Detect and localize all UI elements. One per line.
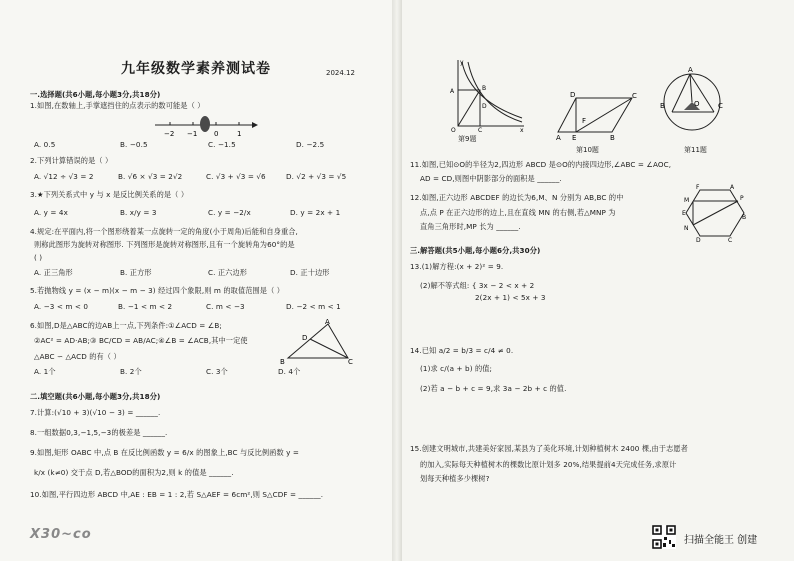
q5-option-a: A. −3 < m < 0 bbox=[34, 302, 89, 311]
figure-11-caption: 第11题 bbox=[684, 146, 707, 154]
question-6-line-3: △ABC ∽ △ACD 的有（ ） bbox=[34, 352, 121, 361]
q2-option-b: B. √6 × √3 = 2√2 bbox=[118, 172, 183, 181]
section-3-heading: 三.解答题(共5小题,每小题6分,共30分) bbox=[410, 246, 541, 255]
q1-option-b: B. −0.5 bbox=[120, 140, 148, 149]
question-14-line-2: (1)求 c/(a + b) 的值; bbox=[420, 364, 493, 373]
figure-label: C bbox=[728, 237, 733, 242]
question-14-line-3: (2)若 a − b + c = 9,求 3a − 2b + c 的值. bbox=[420, 384, 567, 393]
vertex-label: B bbox=[280, 358, 285, 366]
figure-label: M bbox=[684, 197, 690, 204]
q4-option-c: C. 正六边形 bbox=[208, 268, 248, 277]
q6-option-a: A. 1个 bbox=[34, 367, 56, 376]
figure-label: D bbox=[570, 91, 576, 99]
page-fold bbox=[392, 0, 402, 561]
q1-option-a: A. 0.5 bbox=[34, 140, 56, 149]
figure-label: P bbox=[740, 195, 744, 202]
axis-tick-label: 0 bbox=[214, 130, 219, 138]
figure-label: y bbox=[460, 59, 464, 66]
question-4-line-2: 则称此图形为旋转对称图形. 下列图形是旋转对称图形,且有一个旋转角为60°的是 bbox=[34, 240, 295, 249]
q6-option-c: C. 3个 bbox=[206, 367, 228, 376]
question-13-line-3: 2(2x + 1) < 5x + 3 bbox=[475, 293, 546, 302]
exam-title: 九年级数学素养测试卷 bbox=[121, 61, 271, 77]
question-15-line-2: 的加入,实际每天种植树木的棵数比原计划多 20%,结果提前4天完成任务,求原计 bbox=[420, 460, 677, 469]
axis-tick-label: −2 bbox=[164, 130, 175, 138]
q3-option-d: D. y = 2x + 1 bbox=[290, 208, 341, 217]
vertex-label: C bbox=[348, 358, 353, 366]
question-5: 5.若抛物线 y = (x − m)(x − m − 3) 经过四个象限,则 m 的取值范围是（ ） bbox=[30, 286, 285, 295]
figure-label: O bbox=[451, 127, 456, 132]
question-7: 7.计算:(√10 + 3)(√10 − 3) = ______. bbox=[30, 408, 161, 417]
figure-label: B bbox=[610, 134, 615, 142]
figure-label: C bbox=[632, 92, 637, 100]
question-13-line-1: 13.(1)解方程:(x + 2)² = 9. bbox=[410, 262, 504, 271]
figure-label: B bbox=[482, 85, 487, 92]
question-13-line-2: (2)解不等式组: { 3x − 2 < x + 2 bbox=[420, 281, 535, 290]
figure-label: O bbox=[694, 100, 700, 108]
section-1-heading: 一.选择题(共6小题,每小题3分,共18分) bbox=[30, 90, 161, 99]
figure-label: F bbox=[696, 184, 700, 191]
figure-label: E bbox=[682, 210, 686, 217]
q3-option-a: A. y = 4x bbox=[34, 208, 68, 217]
section-2-heading: 二.填空题(共6小题,每小题3分,共18分) bbox=[30, 392, 161, 401]
q1-option-c: C. −1.5 bbox=[208, 140, 236, 149]
question-4-line-3: ( ) bbox=[34, 253, 43, 262]
figure-9 bbox=[448, 56, 528, 132]
q1-option-d: D. −2.5 bbox=[296, 140, 325, 149]
figure-label: F bbox=[582, 117, 587, 125]
figure-label: A bbox=[450, 88, 455, 95]
vertex-label: A bbox=[325, 318, 330, 326]
q4-option-a: A. 正三角形 bbox=[34, 268, 73, 277]
axis-tick-label: −1 bbox=[187, 130, 198, 138]
palm-hand-icon bbox=[200, 116, 210, 132]
figure-11 bbox=[660, 64, 726, 138]
figure-label: A bbox=[556, 134, 561, 142]
q4-option-d: D. 正十边形 bbox=[290, 268, 330, 277]
figure-9-caption: 第9题 bbox=[458, 135, 477, 143]
question-6-line-2: ②AC² = AD·AB;③ BC/CD = AB/AC;④∠B = ∠ACB,其中一定使 bbox=[34, 336, 248, 345]
q2-option-d: D. √2 + √3 = √5 bbox=[286, 172, 347, 181]
q3-option-b: B. x/y = 3 bbox=[120, 208, 157, 217]
question-3: 3.★下列关系式中 y 与 x 是反比例关系的是（ ） bbox=[30, 190, 189, 199]
question-12-line-3: 直角三角形时,MP 长为 ______. bbox=[420, 222, 521, 231]
scanner-credit: 扫描全能王 创建 bbox=[684, 535, 758, 546]
question-9-line-2: k/x (k≠0) 交于点 D,若△BOD的面积为2,则 k 的值是 ______. bbox=[34, 468, 234, 477]
figure-label: C bbox=[718, 102, 723, 110]
q2-option-c: C. √3 + √3 = √6 bbox=[206, 172, 266, 181]
question-6-line-1: 6.如图,D是△ABC的边AB上一点,下列条件:①∠ACD = ∠B; bbox=[30, 321, 222, 330]
figure-label: D bbox=[482, 103, 487, 110]
q2-option-a: A. √12 ÷ √3 = 2 bbox=[34, 172, 94, 181]
figure-label: N bbox=[684, 225, 689, 232]
axis-tick-label: 1 bbox=[237, 130, 242, 138]
q6-option-b: B. 2个 bbox=[120, 367, 142, 376]
figure-10 bbox=[556, 90, 642, 142]
question-12-line-2: 点,点 P 在正六边形的边上,且在直线 MN 的右侧,若△MNP 为 bbox=[420, 208, 616, 217]
triangle-figure-q6 bbox=[280, 318, 356, 366]
q5-option-d: D. −2 < m < 1 bbox=[286, 302, 341, 311]
question-12-line-1: 12.如图,正六边形 ABCDEF 的边长为6,M、N 分别为 AB,BC 的中 bbox=[410, 193, 624, 202]
figure-label: D bbox=[696, 237, 701, 242]
qr-code-icon bbox=[652, 525, 676, 549]
question-14-line-1: 14.已知 a/2 = b/3 = c/4 ≠ 0. bbox=[410, 346, 514, 355]
vertex-label: D bbox=[302, 334, 308, 342]
question-9-line-1: 9.如图,矩形 OABC 中,点 B 在反比例函数 y = 6/x 的图象上,BC 与反比例函数 y = bbox=[30, 448, 299, 457]
figure-label: A bbox=[688, 66, 693, 74]
question-1: 1.如图,在数轴上,手掌遮挡住的点表示的数可能是（ ） bbox=[30, 101, 205, 110]
figure-label: A bbox=[730, 184, 735, 191]
figure-label: B bbox=[742, 214, 747, 221]
number-line-figure bbox=[150, 112, 260, 140]
q5-option-c: C. m < −3 bbox=[206, 302, 245, 311]
question-8: 8.一组数据0,3,−1,5,−3的极差是 ______. bbox=[30, 428, 168, 437]
question-2: 2.下列计算错误的是（ ） bbox=[30, 156, 113, 165]
question-11-line-2: AD = CD,则图中阴影部分的面积是 ______. bbox=[420, 174, 562, 183]
q5-option-b: B. −1 < m < 2 bbox=[118, 302, 173, 311]
figure-10-caption: 第10题 bbox=[576, 146, 599, 154]
figure-label: C bbox=[478, 127, 483, 132]
watermark-logo: X30~co bbox=[30, 527, 92, 542]
hexagon-figure-q12 bbox=[682, 184, 748, 242]
question-10: 10.如图,平行四边形 ABCD 中,AE : EB = 1 : 2,若 S△AEF = 6cm²,则 S△CDF = ______. bbox=[30, 490, 324, 499]
question-4-line-1: 4.规定:在平面内,将一个图形绕着某一点旋转一定的角度(小于周角)后能和自身重合, bbox=[30, 227, 298, 236]
figure-label: B bbox=[660, 102, 665, 110]
figure-label: E bbox=[572, 134, 577, 142]
question-11-line-1: 11.如图,已知⊙O的半径为2,四边形 ABCD 是⊙O的内接四边形,∠ABC = ∠AOC, bbox=[410, 160, 672, 169]
question-15-line-3: 划每天种植多少棵树? bbox=[420, 474, 490, 483]
question-15-line-1: 15.创建文明城市,共建美好家园,某县为了美化环境,计划种植树木 2400 棵,由于志愿者 bbox=[410, 444, 688, 453]
exam-date: 2024.12 bbox=[326, 69, 355, 77]
q6-option-d: D. 4个 bbox=[278, 367, 301, 376]
q3-option-c: C. y = −2/x bbox=[208, 208, 251, 217]
figure-label: x bbox=[520, 127, 524, 132]
q4-option-b: B. 正方形 bbox=[120, 268, 152, 277]
